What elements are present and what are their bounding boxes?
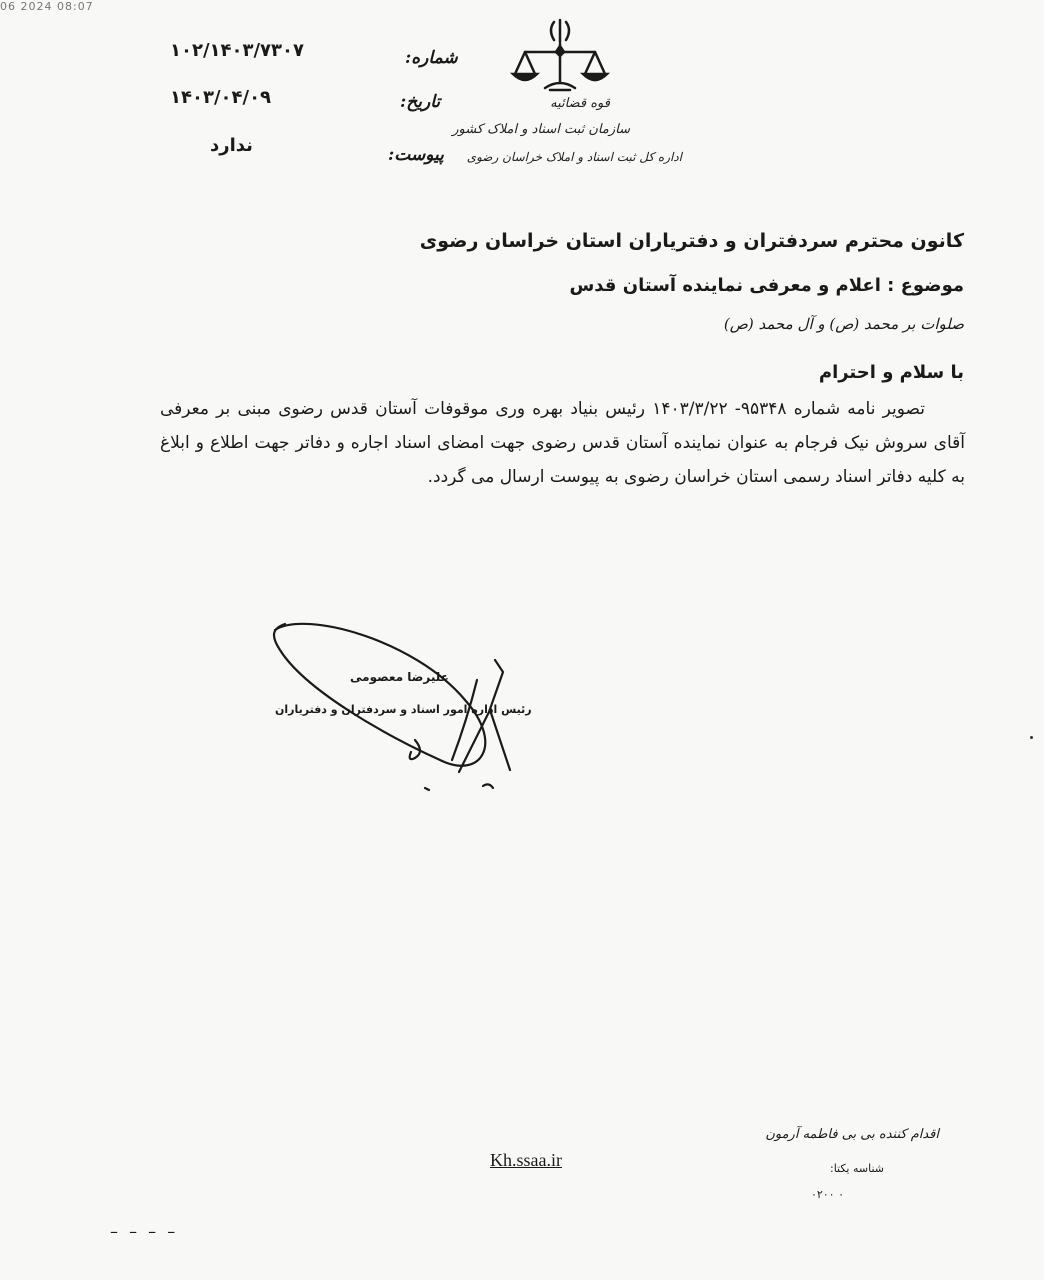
letter-salawat: صلوات بر محمد (ص) و آل محمد (ص) [723,315,964,333]
letter-attachment-label: پیوست: [388,145,444,165]
scan-speck [1030,736,1033,739]
org-line-judiciary: قوه قضائیه [550,96,610,111]
org-line-registry: سازمان ثبت اسناد و املاک کشور [452,122,630,137]
letter-body: تصویر نامه شماره ۹۵۳۴۸- ۱۴۰۳/۳/۲۲ رئیس بنیاد بهره وری موقوفات آستان قدس رضوی مبنی بر معرفی آقای سروش نیک فرجام به عنوان نماینده آستان قدس رضوی جهت امضای اسناد اجاره و دفاتر جهت اطلاع و ابلاغ به کلیه دفاتر اسناد رسمی استان خراسان رضوی به پیوست ارسال می گردد. [160,399,965,487]
letter-subject: موضوع : اعلام و معرفی نماینده آستان قدس [569,275,964,296]
letter-date-label: تاریخ: [400,92,441,112]
letter-number-label: شماره: [405,48,458,68]
letter-number-value: ۱۰۲/۱۴۰۳/۷۳۰۷ [170,40,304,61]
org-line-provincial-office: اداره کل ثبت اسناد و املاک خراسان رضوی [466,150,682,164]
signatory-name: علیرضا معصومی [350,670,449,684]
letter-attachment-value: ندارد [210,135,253,156]
signatory-title: رئیس اداره امور اسناد و سردفتران و دفتریاران [275,703,532,716]
tracking-id-value: ۰۲۰۰ ۰ [810,1188,844,1201]
website-link[interactable]: Kh.ssaa.ir [490,1150,562,1170]
tracking-id-label: شناسه یکتا: [829,1162,884,1175]
fax-timestamp: 06 2024 08:07 [0,0,94,13]
letter-greeting: با سلام و احترام [818,362,964,383]
action-by-note: اقدام کننده بی بی فاطمه آرمون [765,1127,939,1142]
letter-date-value: ۱۴۰۳/۰۴/۰۹ [170,87,272,108]
letter-recipient: کانون محترم سردفتران و دفتریاران استان خراسان رضوی [419,230,964,252]
footer-dashes: – – – – [110,1222,179,1241]
